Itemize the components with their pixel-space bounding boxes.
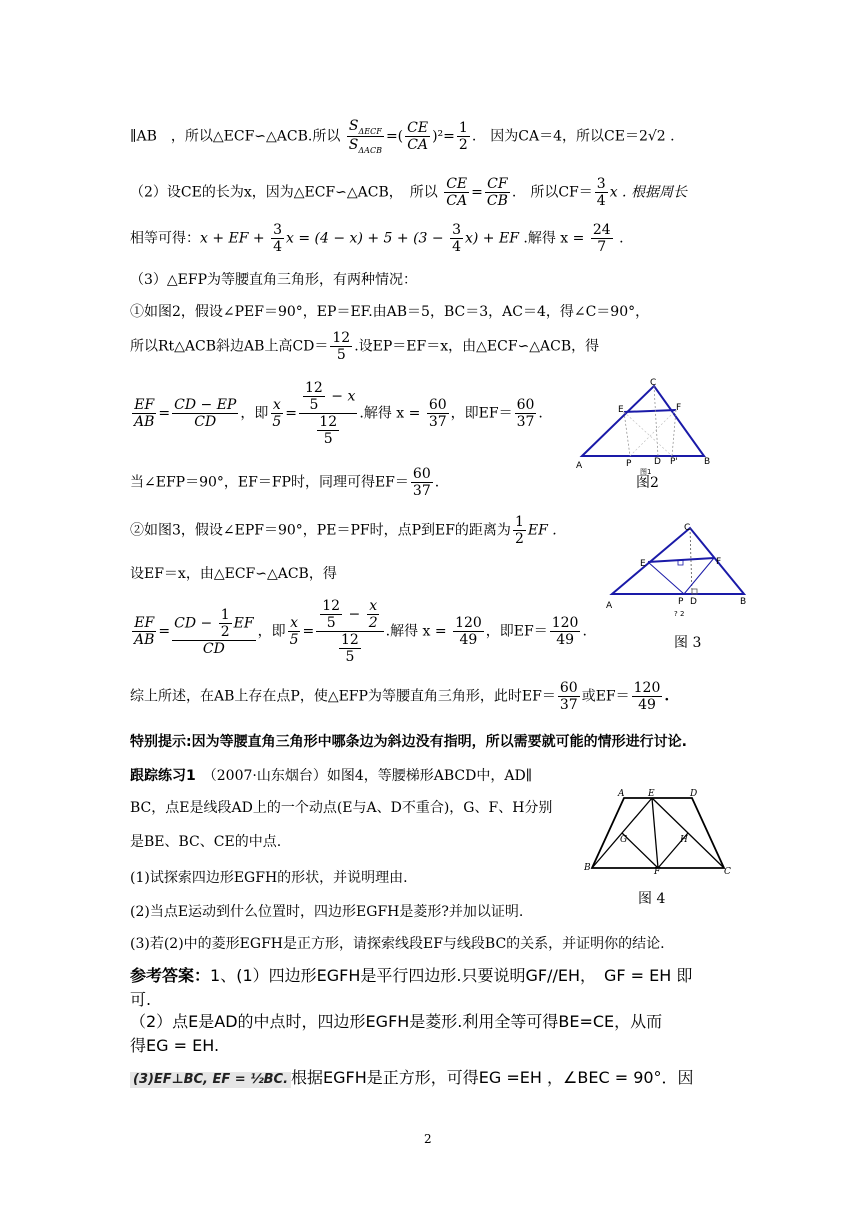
fraction: $\frac{120}{49}$ [455,615,482,649]
text-line-24: (3)EF⊥BC, EF = ½BC. 根据EGFH是正方形，可得EG =EH ，∠BEC = 90°．因 [130,1068,694,1088]
fraction: $\frac{1}{2}$ [514,514,524,548]
fraction-ce-ca: $\frac{CE}{CA}$ [407,119,429,153]
text-line-12: 综上所述，在AB上存在点P，使△EFP为等腰直角三角形，此时EF＝ $\frac{60}{37}$ 或EF＝ $\frac{120}{49}$ . [130,680,670,714]
text-line-2: （2）设CE的长为x，因为△ECF∽△ACB， 所以 $\frac{CE}{CA}$ = $\frac{CF}{CB}$ . 所以CF＝ $\frac{3}{4}$ x . 根据周长 [130,176,687,210]
fraction: $\frac{12}{5}$ [332,330,351,364]
fraction: $\frac{3}{4}$ [452,222,461,256]
text-line-5: ①如图2，假设∠PEF＝90°，EP＝EF.由AB＝5，BC＝3，AC＝4，得∠C＝90°， [130,304,650,320]
compound-fraction: $\frac{12}{5}$ − $\frac{x}{2}$ $\frac{12}{5}$ [316,598,383,665]
fraction: $\frac{CD - EP}{CD}$ [174,397,237,431]
fraction: $\frac{3}{4}$ [273,222,283,256]
fraction: $\frac{60}{37}$ [559,680,578,714]
text-line-20: 参考答案：1、(1）四边形EGFH是平行四边形.只要说明GF//EH， GF = EH 即 [130,966,693,985]
text-line-1: ∥AB ，所以△ECF∽△ACB.所以 $\frac{S_{\Delta ECF}}{S_{\Delta ACB}}$ =( $\frac{CE}{CA}$ )²= $\frac{1}{2}$ . 因为CA＝4，所以CE＝2√2 . [130,118,675,155]
fraction: $\frac{120}{49}$ [551,615,579,649]
text-line-19: (3)若(2)中的菱形EGFH是正方形，请探索线段EF与线段BC的关系，并证明你的结论. [130,936,665,952]
label-H: H [680,835,688,845]
label-F: F [654,867,661,874]
text-line-15: BC，点E是线段AD上的一个动点(E与A、D不重合)，G、F、H分别 [130,800,553,816]
text-line-18: (2)当点E运动到什么位置时，四边形EGFH是菱形?并加以证明. [130,904,524,920]
label-P: P [626,459,632,469]
label-B: B [704,457,711,467]
fraction: $\frac{x}{5}$ [272,397,282,431]
compound-fraction: $\frac{12}{5}$ − x $\frac{12}{5}$ [299,380,357,447]
label-E: E [648,789,655,799]
label-C: C [684,523,691,533]
label-F: F [716,557,722,567]
fraction: $\frac{CF}{CB}$ [486,176,508,210]
fraction: $\frac{3}{4}$ [596,176,606,210]
figure-3-caption: 图 3 [674,635,702,651]
text-line-10: 设EF＝x，由△ECF∽△ACB，得 [130,566,337,582]
text-line-8: 当∠EFP＝90°，EF＝FP时，同理可得EF＝ $\frac{60}{37}$ . [130,466,440,500]
label-C: C [724,867,731,874]
text-line-17: (1)试探索四边形EGFH的形状，并说明理由. [130,870,408,886]
text-line-13: 特别提示:因为等腰直角三角形中哪条边为斜边没有指明，所以需要就可能的情形进行讨论. [130,734,687,750]
label-A: A [618,789,625,799]
fraction: $\frac{x}{5}$ [289,615,299,649]
text-line-7: $\frac{EF}{AB}$ = $\frac{CD - EP}{CD}$ ，即 $\frac{x}{5}$ = $\frac{12}{5}$ − x $\frac{12}{5}$ .解得 x = $\frac{60}{37}$ ，即EF＝ $\frac{60}{37}$ . [134,380,543,448]
text-line-11: $\frac{EF}{AB}$ = CD − $\frac{1}{2}$ EF CD ，即 $\frac{x}{5}$ = $\frac{12}{5}$ − $\frac{x}{2}$ $\frac{12}{5}$ .解得 x = $\frac{120}{49}$ ，即EF＝ $\frac{120}{49}$ . [134,598,587,666]
text-line-3: 相等可得：x + EF + $\frac{3}{4}$ x = (4 − x) + 5 + (3 − $\frac{3}{4}$ x) + EF .解得 x = $\frac{24}{7}$ . [130,222,624,256]
fraction: $\frac{60}{37}$ [428,397,447,431]
figure-4-caption: 图 4 [638,891,666,907]
text-line-14: 跟踪练习1 （2007·山东烟台）如图4，等腰梯形ABCD中，AD∥ [130,768,533,784]
text-line-23: 得EG = EH. [130,1036,220,1055]
text-line-16: 是BE、BC、CE的中点. [130,834,282,850]
fraction: $\frac{EF}{AB}$ [134,397,155,431]
fraction-area-ratio: $\frac{S_{\Delta ECF}}{S_{\Delta ACB}}$ [348,118,382,155]
fraction-half: $\frac{1}{2}$ [458,119,468,153]
label-D: D [654,457,661,467]
formula-image: (3)EF⊥BC, EF = ½BC. [130,1072,291,1088]
text-line-22: （2）点E是AD的中点时，四边形EGFH是菱形.利用全等可得BE=CE，从而 [130,1012,663,1031]
fraction: $\frac{CE}{CA}$ [446,176,468,210]
text-line-21: 可. [130,990,152,1009]
sub-caption: 图1 [640,468,652,476]
figure-2-caption: 图2 [636,475,659,491]
text-line-6: 所以Rt△ACB斜边AB上高CD＝ $\frac{12}{5}$ .设EP＝EF＝x，由△ECF∽△ACB，得 [130,330,600,364]
compound-fraction: CD − $\frac{1}{2}$ EF CD [174,606,254,657]
label-G: G [620,835,628,845]
label-F: F [676,403,682,413]
fraction: $\frac{EF}{AB}$ [134,615,155,649]
fraction: $\frac{24}{7}$ [592,222,611,256]
label-D: D [690,789,698,799]
label-B: B [584,863,591,873]
figure-3-triangle [604,520,754,626]
label-C: C [650,378,657,388]
label-P: P [678,597,684,607]
fraction: $\frac{60}{37}$ [412,466,431,500]
page-number: 2 [424,1132,432,1146]
fraction: $\frac{120}{49}$ [633,680,661,714]
label-A: A [606,601,613,611]
text-line-4: （3）△EFP为等腰直角三角形，有两种情况： [130,272,418,288]
label-B: B [740,597,747,607]
sub-caption: ? 2 [674,610,685,618]
label-D: D [690,597,697,607]
label-E: E [640,559,646,569]
label-P-prime: P' [670,457,678,467]
label-E: E [618,405,624,415]
text-line-9: ②如图3，假设∠EPF＝90°，PE＝PF时，点P到EF的距离为 $\frac{1}{2}$ EF . [130,514,557,548]
label-A: A [576,461,583,471]
figure-4-trapezoid [584,786,734,874]
fraction: $\frac{60}{37}$ [516,397,535,431]
text: ∥AB ，所以△ECF∽△ACB.所以 [130,128,341,145]
